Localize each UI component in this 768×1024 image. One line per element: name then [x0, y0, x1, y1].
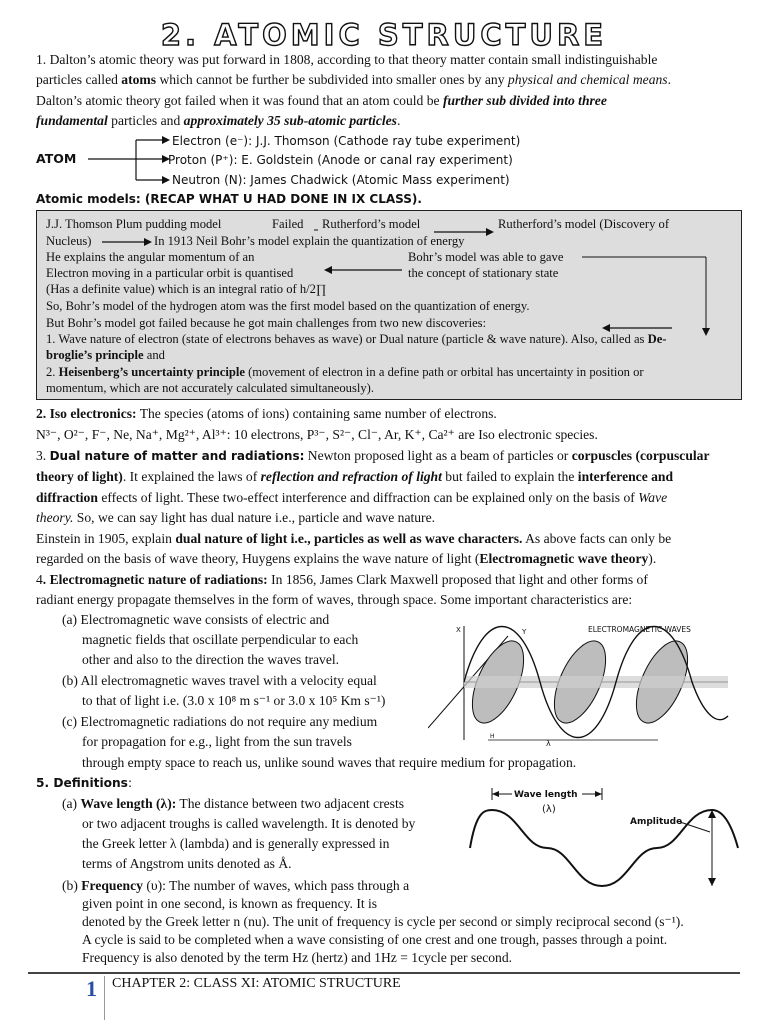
defs-a1: [62, 794, 404, 815]
text: particles and: [107, 113, 184, 128]
text: broglie’s principle: [46, 348, 144, 362]
em-a3: other and also to the direction the waves travel.: [82, 652, 340, 667]
footer-rule: [28, 972, 740, 974]
text: ).: [648, 551, 657, 566]
text: The species (atoms of ions) containing same number of electrons.: [136, 406, 497, 421]
text: . It explained the laws of: [122, 469, 261, 484]
text: and: [143, 348, 165, 362]
dual-heading: Dual nature of matter and radiations:: [49, 449, 305, 463]
text: effects of light. These two-effect interference and diffraction can be explained only on the basis of: [97, 490, 639, 505]
box-first-model: So, Bohr’s model of the hydrogen atom was the first model based on the quantization of energy.: [46, 299, 530, 313]
dual-line3: [36, 488, 667, 509]
box-angular-momentum: He explains the angular momentum of an: [46, 250, 255, 264]
text: 5. Definitions: [36, 776, 128, 790]
em-a1: (a) Electromagnetic wave consists of electric and: [62, 612, 330, 627]
atom-branch-arrows: [86, 132, 176, 192]
term-wavelength: Wave length (λ):: [80, 796, 177, 811]
para-dalton-line3: [36, 91, 607, 112]
iso-species: N³⁻, O²⁻, F⁻, Ne, Na⁺, Mg²⁺, Al³⁺: 10 electrons, P³⁻, S²⁻, Cl⁻, Ar, K⁺, Ca²⁺ are Iso electronic species.: [36, 427, 598, 442]
em-c1: (c) Electromagnetic radiations do not require any medium: [62, 714, 378, 729]
text: corpuscles (corpuscular: [571, 448, 710, 463]
dual-line1: [36, 446, 710, 467]
text: Electromagnetic wave theory: [479, 551, 649, 566]
text: which cannot be further be subdivided into smaller ones by any: [156, 72, 508, 87]
em-b1: (b) All electromagnetic waves travel with a velocity equal: [62, 673, 377, 688]
atom-proton: Proton (P⁺): E. Goldstein (Anode or canal ray experiment): [168, 153, 513, 167]
text: Heisenberg’s uncertainty principle: [58, 365, 245, 379]
text: In 1856, James Clark Maxwell proposed that light and other forms of: [267, 572, 648, 587]
defs-b4: A cycle is said to be completed when a wave consisting of one crest and one trough, passes through a point.: [82, 932, 668, 947]
text: theory.: [36, 510, 74, 525]
iso-line1: [36, 404, 497, 425]
box-rutherford: Rutherford’s model: [322, 217, 421, 231]
text: Einstein in 1905, explain: [36, 531, 176, 546]
atom-label: ATOM: [36, 151, 77, 166]
box-failed: Failed: [272, 217, 304, 231]
text: 3.: [36, 448, 50, 463]
text: interference and: [577, 469, 674, 484]
para-dalton-line2: particles called atoms which cannot be further be subdivided into smaller ones by any physical and chemical means.: [36, 72, 671, 87]
text: physical and chemical means: [507, 72, 668, 87]
defs-a3: the Greek letter λ (lambda) and is generally expressed in: [82, 836, 390, 851]
box-arrows: [36, 210, 742, 400]
text: 1. Wave nature of electron (state of electrons behaves as wave) or Dual nature (particle & wave nature). Also, called as: [46, 332, 648, 346]
text: De-: [647, 332, 667, 346]
wave-lambda-label: (λ): [542, 804, 556, 815]
em-a2: magnetic fields that oscillate perpendicular to each: [82, 632, 359, 647]
para-dalton-line1: 1. Dalton’s atomic theory was put forward in 1808, according to that theory matter contain small indistinguishable: [36, 52, 658, 67]
text: Dalton’s atomic theory got failed when it was found that an atom could be: [36, 93, 443, 108]
em-wave-figure: [428, 616, 740, 750]
defs-b5: Frequency is also denoted by the term Hz (hertz) and 1Hz = 1cycle per second.: [82, 950, 513, 965]
page-number: 1: [86, 976, 97, 1001]
text: diffraction: [36, 490, 98, 505]
atom-neutron: Neutron (N): James Chadwick (Atomic Mass experiment): [172, 173, 510, 187]
text: theory of light): [36, 469, 123, 484]
text: (b): [62, 878, 82, 893]
box-failed-challenges: But Bohr’s model got failed because he got main challenges from two new discoveries:: [46, 316, 487, 330]
text: As above facts can only be: [522, 531, 672, 546]
atom-electron: Electron (e⁻): J.J. Thomson (Cathode ray tube experiment): [172, 134, 521, 148]
page-title: 2. ATOMIC STRUCTURE: [160, 18, 608, 52]
amplitude-label: Amplitude: [630, 817, 683, 827]
emph-35-particles: approximately 35 sub-atomic particles: [183, 113, 397, 128]
em-axis-y-label: Y: [522, 628, 527, 636]
em-axis-x-label: X: [456, 626, 461, 634]
text: Newton proposed light as a beam of particles or: [304, 448, 572, 463]
text: reflection and refraction of light: [260, 469, 442, 484]
emph-fundamental: fundamental: [36, 113, 108, 128]
wave-length-label: Wave length: [514, 790, 578, 800]
dual-line6: [36, 549, 656, 570]
box-momentum: momentum, which are not accurately calculated simultaneously).: [46, 381, 375, 395]
box-quantised: Electron moving in a particular orbit is quantised: [46, 266, 294, 280]
defs-b2: given point in one second, is known as frequency. It is: [82, 896, 378, 911]
defs-a2: or two adjacent troughs is called wavelength. It is denoted by: [82, 816, 416, 831]
text: Wave: [638, 490, 668, 505]
term-atoms: atoms: [121, 72, 157, 87]
text: (movement of electron in a define path or orbital has uncertainty in position or: [244, 365, 644, 379]
text: (υ): The number of waves, which pass through a: [142, 878, 410, 893]
em-c3: through empty space to reach us, unlike sound waves that require medium for propagation.: [82, 755, 577, 770]
defs-heading: 5. Definitions:: [36, 776, 133, 790]
text: particles called: [36, 72, 122, 87]
em-figure-title: ELECTROMAGNETIC WAVES: [588, 625, 691, 634]
wavelength-diagram: [466, 782, 742, 908]
footer-chapter: CHAPTER 2: CLASS XI: ATOMIC STRUCTURE: [112, 976, 401, 991]
em-line1: [36, 570, 648, 591]
defs-a4: terms of Angstrom units denoted as Å.: [82, 856, 292, 871]
dual-line4: [36, 508, 435, 529]
box-stationary: the concept of stationary state: [408, 266, 559, 280]
para-dalton-line4: fundamental particles and approximately 35 sub-atomic particles.: [36, 113, 401, 128]
box-definite: (Has a definite value) which is an integral ratio of h/2∏: [46, 282, 327, 296]
term-frequency: Frequency: [81, 878, 143, 893]
models-heading: Atomic models: (RECAP WHAT U HAD DONE IN IX CLASS).: [36, 192, 422, 206]
text: dual nature of light i.e., particles as well as wave characters.: [175, 531, 523, 546]
box-bohr-gave: Bohr’s model was able to gave: [408, 250, 564, 264]
text: but failed to explain the: [441, 469, 578, 484]
box-bohr-1913: In 1913 Neil Bohr’s model explain the quantization of energy: [154, 234, 465, 248]
em-line2: radiant energy propagate themselves in the form of waves, through space. Some important characteristics are:: [36, 592, 633, 607]
defs-b3: denoted by the Greek letter n (nu). The unit of frequency is cycle per second or simply reciprocal second (s⁻¹).: [82, 914, 684, 929]
text: (a): [62, 796, 81, 811]
em-h-label: H: [490, 733, 495, 740]
em-c2: for propagation for e.g., light from the sun travels: [82, 734, 352, 749]
dual-line2: [36, 467, 673, 488]
dual-line5: [36, 529, 671, 550]
text: The distance between two adjacent crests: [176, 796, 405, 811]
em-b2: to that of light i.e. (3.0 x 10⁸ m s⁻¹ or 3.0 x 10⁵ Km s⁻¹): [82, 693, 386, 708]
text: regarded on the basis of wave theory, Huygens explains the wave nature of light (: [36, 551, 480, 566]
box-thomson: J.J. Thomson Plum pudding model: [46, 217, 222, 231]
text: 4: [36, 572, 43, 587]
emph-subdivided: further sub divided into three: [442, 93, 607, 108]
text: So, we can say light has dual nature i.e., particle and wave nature.: [73, 510, 436, 525]
box-rutherford-discovery: Rutherford’s model (Discovery of: [498, 217, 670, 231]
text: 2.: [46, 365, 59, 379]
box-nucleus: Nucleus): [46, 234, 92, 248]
iso-heading: 2. Iso electronics:: [36, 406, 137, 421]
em-heading: . Electromagnetic nature of radiations:: [42, 572, 268, 587]
em-lambda-label: λ: [546, 739, 551, 748]
footer-divider: [104, 976, 105, 1020]
